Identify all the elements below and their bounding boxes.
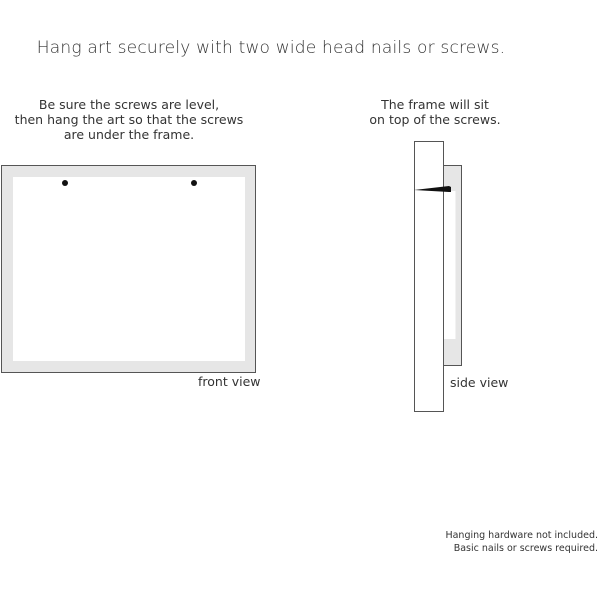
side-view-label: side view [450, 375, 509, 390]
hardware-note: Hanging hardware not included. Basic nails or screws required. [445, 530, 598, 554]
left-screw-icon [62, 180, 68, 186]
side-view [414, 142, 462, 412]
front-frame-artwork [13, 177, 245, 361]
side-view-instruction: The frame will sit on top of the screws. [369, 97, 501, 127]
right-screw-icon [191, 180, 197, 186]
headline: Hang art securely with two wide head nails or screws. [36, 38, 506, 58]
wall [415, 142, 444, 412]
front-view-label: front view [198, 374, 261, 389]
side-frame-inner [444, 191, 456, 339]
front-view-frame [2, 166, 256, 373]
front-view-instruction: Be sure the screws are level, then hang the art so that the screws are under the frame. [14, 97, 244, 142]
